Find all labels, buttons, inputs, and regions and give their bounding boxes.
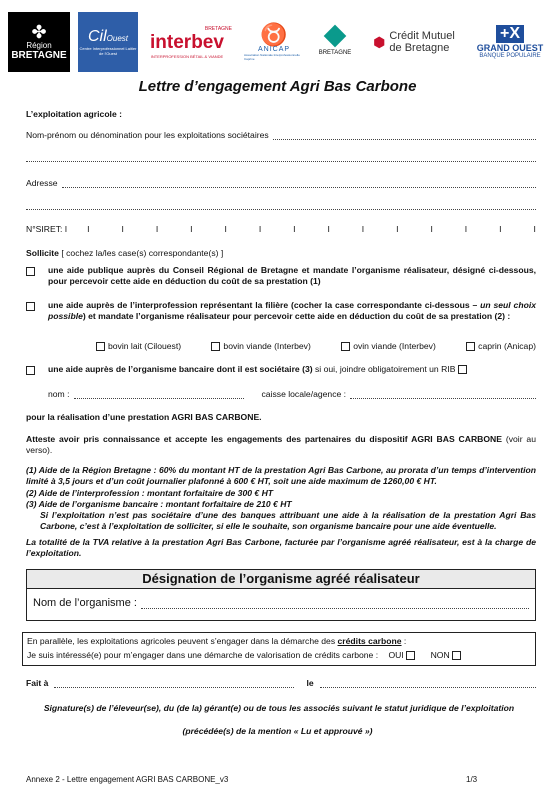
bank-caisse-label: caisse locale/agence : <box>261 389 347 399</box>
designation-heading: Désignation de l’organisme agréé réalisateur <box>27 570 535 589</box>
credits-carbone-box <box>22 632 536 666</box>
ermine-icon: ✤ <box>31 22 47 42</box>
interbev-logo: BRETAGNE interbev INTERPROFESSION BÉTAIL & VIANDE <box>150 25 232 59</box>
logo-bar <box>8 12 548 74</box>
credits-line-1: En parallèle, les exploitations agricoles peuvent s’engager dans la démarche des crédits carbone : <box>27 636 407 646</box>
note-2: (2) Aide de l’interprofession : montant forfaitaire de 300 € HT <box>26 488 274 498</box>
page-title: Lettre d’engagement Agri Bas Carbone <box>138 78 417 95</box>
credits-oui-option[interactable]: OUI <box>389 650 419 660</box>
realisation-line: pour la réalisation d’une prestation AGRI BAS CARBONE. <box>26 412 262 422</box>
bank-row <box>48 389 536 400</box>
address-row <box>26 178 536 189</box>
filiere-ovin-viande[interactable]: ovin viande (Interbev) <box>341 341 436 352</box>
credit-agricole-logo: CA BRETAGNE <box>312 12 358 72</box>
footer-document-name: Annexe 2 - Lettre engagement AGRI BAS CARBONE_v3 <box>26 775 229 784</box>
filiere-bovin-viande[interactable]: bovin viande (Interbev) <box>211 341 310 352</box>
note-3: (3) Aide de l’organisme bancaire : montant forfaitaire de 210 € HT <box>26 499 292 509</box>
option2-text: une aide auprès de l’interprofession représentant la filière (cocher la case correspondante ci-dessous – un seul choix possible) et mandate l’organisme réalisateur pour percevoir cette aide en déduction du coût de sa prestation (2) : <box>48 300 536 321</box>
sollicite-line: Sollicite [ cochez la/les case(s) correspondante(s) ] <box>26 248 224 258</box>
note-1: (1) Aide de la Région Bretagne : 60% du montant HT de la prestation Agri Bas Carbone, au prorata d’un temps d’intervention limité à 3,5 jours et d’un coût journalier plafonné à 600 € HT, soit une aide maximum de 1260,00 € HT. <box>26 465 536 486</box>
signature-mention: (précédée(s) de la mention « Lu et approuvé ») <box>182 726 373 736</box>
name-label: Nom-prénom ou dénomination pour les exploitations sociétaires <box>26 130 269 140</box>
address-label: Adresse <box>26 178 58 188</box>
date-label: le <box>306 678 314 688</box>
filiere-caprin[interactable]: caprin (Anicap) <box>466 341 536 352</box>
rib-checkbox[interactable] <box>458 365 467 374</box>
option1-checkbox[interactable] <box>26 266 38 277</box>
credits-non-option[interactable]: NON <box>431 650 465 660</box>
option3-checkbox[interactable] <box>26 365 38 376</box>
name-field-row <box>26 130 536 141</box>
fait-field[interactable] <box>54 678 294 688</box>
designation-box <box>26 569 536 621</box>
filiere-options <box>96 341 536 352</box>
address-field-continued[interactable] <box>26 200 536 210</box>
anicap-logo: ♉ ANICAP Association Nationale Interprofessionnelle Caprine <box>244 21 300 61</box>
fait-label: Fait à <box>26 678 49 688</box>
cilouest-logo: CilOuest Centre Interprofessionnel Laitier de l'Ouest <box>78 12 138 72</box>
note-3-detail: Si l’exploitation n’est pas sociétaire d’une des banques attribuant une aide à la réalisation de la prestation Agri Bas Carbone, c’est à l’exploitation de solliciter, si elle le souhaite, son organisme bancaire pour une aide éventuelle. <box>40 510 536 531</box>
option1-text: une aide publique auprès du Conseil Régional de Bretagne et mandate l’organisme réalisateur, désigné ci-dessous, pour percevoir cette aide en déduction du coût de sa prestation (1) <box>48 265 536 286</box>
siret-label: N°SIRET: I <box>26 224 68 234</box>
bank-nom-label: nom : <box>48 389 70 399</box>
siret-row <box>26 224 536 235</box>
address-field[interactable] <box>62 178 536 188</box>
option2-checkbox[interactable] <box>26 301 38 312</box>
filiere-bovin-lait[interactable]: bovin lait (Cilouest) <box>96 341 181 352</box>
bank-caisse-field[interactable] <box>350 389 536 399</box>
credit-mutuel-logo: ⬢ Crédit Mutuel de Bretagne <box>373 30 455 54</box>
organisme-label: Nom de l’organisme : <box>33 597 137 609</box>
option3-text: une aide auprès de l’organisme bancaire dont il est sociétaire (3) si oui, joindre obligatoirement un RIB <box>48 364 536 375</box>
name-field-continued[interactable] <box>26 152 536 162</box>
exploitation-heading: L’exploitation agricole : <box>26 109 122 119</box>
banque-populaire-logo: +X GRAND OUEST BANQUE POPULAIRE <box>476 25 544 59</box>
atteste-text: Atteste avoir pris connaissance et accepte les engagements des partenaires du dispositif AGRI BAS CARBONE (voir au verso). <box>26 434 536 455</box>
date-field[interactable] <box>320 678 536 688</box>
signature-instruction: Signature(s) de l’éleveur(se), du (de la) gérant(e) ou de tous les associés suivant le statut juridique de l’exploitation <box>43 703 515 713</box>
bank-nom-field[interactable] <box>74 389 244 399</box>
goat-icon: ♉ <box>260 21 288 47</box>
organisme-row <box>27 589 535 609</box>
footer-page-number: 1/3 <box>466 775 478 784</box>
credits-line-2: Je suis intéressé(e) pour m’engager dans une démarche de valorisation de crédits carbone : OUI NON <box>27 650 531 661</box>
name-field[interactable] <box>273 130 536 140</box>
region-bretagne-logo: ✤ Région BRETAGNE <box>8 12 70 72</box>
siret-field[interactable]: I I I I I I I I I I I I I I <box>87 224 536 234</box>
fait-row <box>26 678 536 689</box>
tva-note: La totalité de la TVA relative à la prestation Agri Bas Carbone, facturée par l’organisme agréé réalisateur, est à la charge de l’exploitation. <box>26 537 536 558</box>
cm-mark-icon: ⬢ <box>373 33 386 50</box>
organisme-field[interactable] <box>141 597 529 609</box>
